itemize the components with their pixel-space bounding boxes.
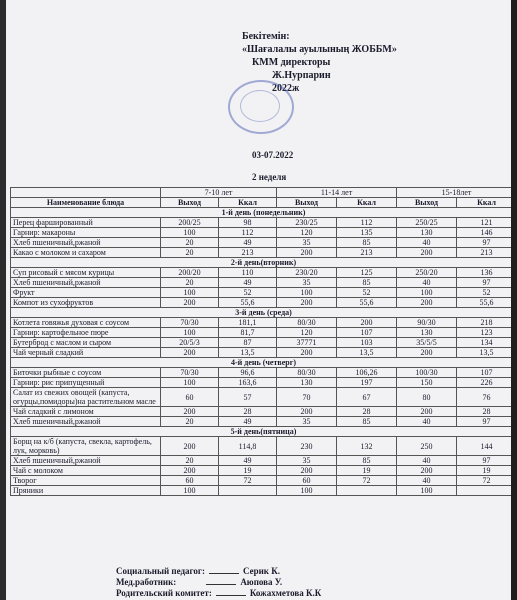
value-cell: 100 <box>277 486 337 496</box>
value-cell: 49 <box>219 278 277 288</box>
value-cell: 213 <box>337 248 397 258</box>
day-title: 1-й день (понедельник) <box>11 208 512 218</box>
value-cell: 40 <box>397 238 457 248</box>
dish-name-cell: Пряники <box>11 486 161 496</box>
value-cell: 49 <box>219 456 277 466</box>
table-row <box>11 288 512 298</box>
value-cell: 28 <box>337 407 397 417</box>
approval-line-5: 2022ж <box>272 83 300 94</box>
signature-line-medic <box>116 577 321 588</box>
signature-label: Родительский комитет: <box>116 588 212 598</box>
value-cell: 125 <box>337 268 397 278</box>
dish-name-cell: Борщ на к/б (капуста, свекла, картофель, лук, морковь) <box>11 437 161 456</box>
value-cell: 130 <box>277 378 337 388</box>
value-cell: 130 <box>397 328 457 338</box>
table-row <box>11 248 512 258</box>
signature-mark <box>209 573 239 574</box>
signature-name: Серик К. <box>242 566 280 576</box>
value-cell: 230 <box>277 437 337 456</box>
dish-name-cell: Биточки рыбные с соусом <box>11 368 161 378</box>
age-group-row <box>11 188 512 198</box>
table-row <box>11 238 512 248</box>
value-cell: 200/25 <box>161 218 219 228</box>
value-cell: 72 <box>457 476 511 486</box>
value-cell: 13,5 <box>457 348 511 358</box>
value-cell: 200 <box>337 318 397 328</box>
day-title: 3-й день (среда) <box>11 308 512 318</box>
approval-line-1: Бекітемін: <box>242 31 290 42</box>
value-cell: 19 <box>337 466 397 476</box>
column-header: Выход <box>397 198 457 208</box>
table-row <box>11 466 512 476</box>
value-cell: 107 <box>457 368 511 378</box>
value-cell: 20 <box>161 417 219 427</box>
day-header-row <box>11 427 512 437</box>
menu-table <box>10 187 511 496</box>
value-cell: 200 <box>397 407 457 417</box>
value-cell: 72 <box>337 476 397 486</box>
value-cell: 200 <box>277 248 337 258</box>
value-cell: 35 <box>277 456 337 466</box>
dish-name-cell: Чай сладкий с лимоном <box>11 407 161 417</box>
value-cell: 135 <box>337 228 397 238</box>
value-cell <box>457 486 511 496</box>
value-cell: 49 <box>219 238 277 248</box>
week-label: 2 неделя <box>252 172 287 182</box>
dish-name-cell: Салат из свежих овощей (капуста, огурцы,помидоры)на растительном масле <box>11 388 161 407</box>
value-cell: 60 <box>161 388 219 407</box>
signature-name: Кожахметова К.К <box>249 588 322 598</box>
value-cell: 98 <box>219 218 277 228</box>
dish-name-cell: Творог <box>11 476 161 486</box>
value-cell: 121 <box>457 218 511 228</box>
table-row <box>11 278 512 288</box>
table-row <box>11 407 512 417</box>
value-cell: 28 <box>219 407 277 417</box>
table-row <box>11 456 512 466</box>
age-group-11-14: 11-14 лет <box>277 188 397 198</box>
value-cell: 80/30 <box>277 318 337 328</box>
value-cell: 250/20 <box>397 268 457 278</box>
value-cell: 163,6 <box>219 378 277 388</box>
dish-name-cell: Хлеб пшеничный,ржаной <box>11 417 161 427</box>
table-row <box>11 388 512 407</box>
value-cell: 200 <box>397 348 457 358</box>
approval-line-4: Ж.Нурпарин <box>272 70 331 81</box>
value-cell: 55,6 <box>457 298 511 308</box>
dish-name-cell: Хлеб пшеничный,ржаной <box>11 238 161 248</box>
column-header-row <box>11 198 512 208</box>
value-cell: 120 <box>277 328 337 338</box>
day-header-row <box>11 208 512 218</box>
value-cell: 200 <box>277 407 337 417</box>
value-cell: 200 <box>161 437 219 456</box>
table-row <box>11 218 512 228</box>
value-cell: 250/25 <box>397 218 457 228</box>
value-cell: 96,6 <box>219 368 277 378</box>
value-cell: 35 <box>277 278 337 288</box>
value-cell: 134 <box>457 338 511 348</box>
column-header: Ккал <box>337 198 397 208</box>
value-cell: 35/5/5 <box>397 338 457 348</box>
value-cell: 200 <box>397 466 457 476</box>
value-cell: 213 <box>219 248 277 258</box>
value-cell: 85 <box>337 278 397 288</box>
value-cell: 20/5/3 <box>161 338 219 348</box>
value-cell: 112 <box>337 218 397 228</box>
value-cell: 197 <box>337 378 397 388</box>
value-cell: 144 <box>457 437 511 456</box>
value-cell: 100 <box>397 288 457 298</box>
value-cell: 20 <box>161 248 219 258</box>
value-cell: 81,7 <box>219 328 277 338</box>
value-cell: 52 <box>337 288 397 298</box>
column-header: Выход <box>161 198 219 208</box>
value-cell: 200 <box>277 348 337 358</box>
value-cell: 132 <box>337 437 397 456</box>
day-header-row <box>11 308 512 318</box>
signature-label: Мед.работник: <box>116 577 177 587</box>
value-cell: 72 <box>219 476 277 486</box>
day-title: 4-й день (четверг) <box>11 358 512 368</box>
age-group-7-10: 7-10 лет <box>161 188 277 198</box>
value-cell: 70/30 <box>161 368 219 378</box>
dish-name-cell: Гарнир: макароны <box>11 228 161 238</box>
value-cell: 19 <box>457 466 511 476</box>
value-cell: 70 <box>277 388 337 407</box>
value-cell: 181,1 <box>219 318 277 328</box>
value-cell: 20 <box>161 456 219 466</box>
value-cell: 35 <box>277 238 337 248</box>
value-cell: 200 <box>161 298 219 308</box>
table-row <box>11 338 512 348</box>
value-cell: 40 <box>397 476 457 486</box>
dish-name-cell: Котлета говяжья духовая с соусом <box>11 318 161 328</box>
value-cell: 100 <box>277 288 337 298</box>
table-row <box>11 298 512 308</box>
table-row <box>11 486 512 496</box>
value-cell: 100 <box>397 486 457 496</box>
value-cell: 80 <box>397 388 457 407</box>
value-cell: 49 <box>219 417 277 427</box>
age-group-empty <box>11 188 161 198</box>
value-cell: 100 <box>161 486 219 496</box>
table-row <box>11 437 512 456</box>
value-cell: 100 <box>161 328 219 338</box>
dish-name-cell: Суп рисовый с мясом курицы <box>11 268 161 278</box>
value-cell: 52 <box>457 288 511 298</box>
value-cell: 67 <box>337 388 397 407</box>
value-cell: 97 <box>457 278 511 288</box>
value-cell: 130 <box>397 228 457 238</box>
value-cell: 13,5 <box>219 348 277 358</box>
table-row <box>11 328 512 338</box>
value-cell: 100/30 <box>397 368 457 378</box>
value-cell: 200/20 <box>161 268 219 278</box>
value-cell: 90/30 <box>397 318 457 328</box>
value-cell: 200 <box>397 248 457 258</box>
value-cell <box>337 486 397 496</box>
value-cell: 57 <box>219 388 277 407</box>
signature-mark <box>206 584 236 585</box>
value-cell: 200 <box>161 348 219 358</box>
value-cell: 28 <box>457 407 511 417</box>
column-header: Ккал <box>219 198 277 208</box>
value-cell: 150 <box>397 378 457 388</box>
value-cell: 13,5 <box>337 348 397 358</box>
value-cell: 76 <box>457 388 511 407</box>
table-row <box>11 378 512 388</box>
dish-name-cell: Гарнир: рис припущенный <box>11 378 161 388</box>
value-cell: 85 <box>337 417 397 427</box>
value-cell: 136 <box>457 268 511 278</box>
value-cell: 230/20 <box>277 268 337 278</box>
value-cell: 100 <box>161 288 219 298</box>
approval-line-3: КММ директоры <box>252 57 331 68</box>
value-cell: 218 <box>457 318 511 328</box>
table-row <box>11 417 512 427</box>
table-row <box>11 268 512 278</box>
value-cell: 55,6 <box>219 298 277 308</box>
value-cell: 20 <box>161 278 219 288</box>
value-cell: 200 <box>277 466 337 476</box>
age-group-15-18: 15-18лет <box>397 188 511 198</box>
value-cell: 97 <box>457 238 511 248</box>
value-cell: 37771 <box>277 338 337 348</box>
table-row <box>11 228 512 238</box>
value-cell: 213 <box>457 248 511 258</box>
value-cell: 112 <box>219 228 277 238</box>
value-cell: 230/25 <box>277 218 337 228</box>
menu-table-body <box>11 208 512 496</box>
document-page <box>6 0 511 600</box>
value-cell: 40 <box>397 278 457 288</box>
dish-name-cell: Хлеб пшеничный,ржаной <box>11 278 161 288</box>
value-cell: 97 <box>457 417 511 427</box>
value-cell: 114,8 <box>219 437 277 456</box>
dish-name-cell: Чай черный сладкий <box>11 348 161 358</box>
day-title: 2-й день(вторник) <box>11 258 512 268</box>
value-cell: 226 <box>457 378 511 388</box>
value-cell: 250 <box>397 437 457 456</box>
value-cell: 200 <box>397 298 457 308</box>
value-cell: 110 <box>219 268 277 278</box>
value-cell: 60 <box>277 476 337 486</box>
value-cell: 123 <box>457 328 511 338</box>
official-stamp-inner <box>240 90 280 122</box>
column-header: Ккал <box>457 198 511 208</box>
document-date: 03-07.2022 <box>252 150 294 160</box>
dish-name-cell: Чай с молоком <box>11 466 161 476</box>
value-cell <box>219 486 277 496</box>
signature-label: Социальный педагог: <box>116 566 205 576</box>
table-row <box>11 318 512 328</box>
dish-name-cell: Фрукт <box>11 288 161 298</box>
value-cell: 120 <box>277 228 337 238</box>
table-row <box>11 348 512 358</box>
column-header: Наименование блюда <box>11 198 161 208</box>
photo-edge-right <box>511 0 517 600</box>
signature-name: Аюпова У. <box>240 577 283 587</box>
day-header-row <box>11 358 512 368</box>
value-cell: 87 <box>219 338 277 348</box>
value-cell: 70/30 <box>161 318 219 328</box>
table-row <box>11 476 512 486</box>
value-cell: 107 <box>337 328 397 338</box>
value-cell: 103 <box>337 338 397 348</box>
dish-name-cell: Какао с молоком и сахаром <box>11 248 161 258</box>
value-cell: 55,6 <box>337 298 397 308</box>
dish-name-cell: Бутерброд с маслом и сыром <box>11 338 161 348</box>
value-cell: 97 <box>457 456 511 466</box>
value-cell: 60 <box>161 476 219 486</box>
value-cell: 80/30 <box>277 368 337 378</box>
value-cell: 85 <box>337 238 397 248</box>
signature-line-social-pedagogue <box>116 566 321 577</box>
value-cell: 40 <box>397 456 457 466</box>
value-cell: 200 <box>161 407 219 417</box>
approval-line-2: «Шағалалы ауылының ЖОББМ» <box>242 44 397 55</box>
value-cell: 20 <box>161 238 219 248</box>
day-header-row <box>11 258 512 268</box>
value-cell: 40 <box>397 417 457 427</box>
day-title: 5-й день(пятница) <box>11 427 512 437</box>
value-cell: 146 <box>457 228 511 238</box>
value-cell: 100 <box>161 378 219 388</box>
signatures-block <box>116 566 321 599</box>
value-cell: 52 <box>219 288 277 298</box>
signature-mark <box>216 595 246 596</box>
dish-name-cell: Компот из сухофруктов <box>11 298 161 308</box>
dish-name-cell: Перец фаршированный <box>11 218 161 228</box>
dish-name-cell: Гарнир: картофельное пюре <box>11 328 161 338</box>
column-header: Выход <box>277 198 337 208</box>
value-cell: 19 <box>219 466 277 476</box>
table-row <box>11 368 512 378</box>
value-cell: 100 <box>161 228 219 238</box>
value-cell: 106,26 <box>337 368 397 378</box>
signature-line-parent-committee <box>116 588 321 599</box>
value-cell: 85 <box>337 456 397 466</box>
value-cell: 35 <box>277 417 337 427</box>
value-cell: 200 <box>277 298 337 308</box>
value-cell: 200 <box>161 466 219 476</box>
dish-name-cell: Хлеб пшеничный,ржаной <box>11 456 161 466</box>
